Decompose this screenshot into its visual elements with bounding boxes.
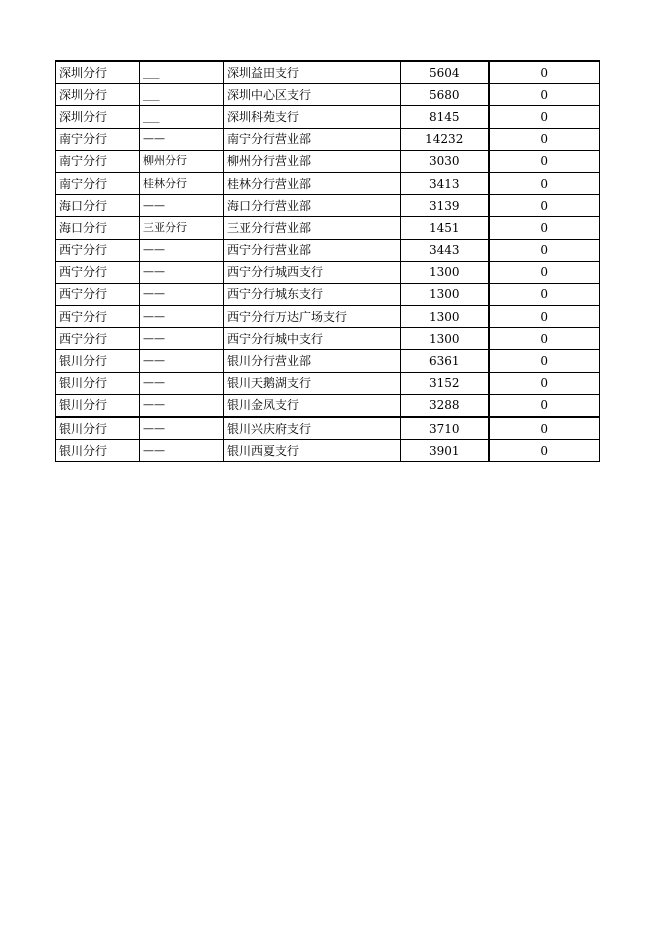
sub-branch-cell: 桂林分行 xyxy=(140,172,224,194)
count-cell: 0 xyxy=(489,306,600,328)
branch-cell: 西宁分行 xyxy=(56,283,140,305)
count-cell: 0 xyxy=(489,350,600,372)
table-row xyxy=(56,84,600,106)
table-row xyxy=(56,239,600,261)
value-cell: 3152 xyxy=(401,372,489,394)
branch-cell: 银川分行 xyxy=(56,350,140,372)
table-body xyxy=(56,61,600,462)
sub-branch-cell: —— xyxy=(140,394,224,417)
count-cell: 0 xyxy=(489,283,600,305)
count-cell: 0 xyxy=(489,84,600,106)
branch-cell: 西宁分行 xyxy=(56,261,140,283)
count-cell: 0 xyxy=(489,328,600,350)
table-row xyxy=(56,172,600,194)
office-name-cell: 银川西夏支行 xyxy=(224,440,401,462)
count-cell: 0 xyxy=(489,217,600,239)
branch-cell: 南宁分行 xyxy=(56,150,140,172)
branch-cell: 海口分行 xyxy=(56,195,140,217)
office-name-cell: 西宁分行城中支行 xyxy=(224,328,401,350)
count-cell: 0 xyxy=(489,172,600,194)
branch-cell: 南宁分行 xyxy=(56,172,140,194)
table-row xyxy=(56,328,600,350)
table-row xyxy=(56,394,600,417)
value-cell: 6361 xyxy=(401,350,489,372)
branch-cell: 银川分行 xyxy=(56,440,140,462)
sub-branch-cell: —— xyxy=(140,372,224,394)
table-row xyxy=(56,283,600,305)
sub-branch-cell: —— xyxy=(140,328,224,350)
office-name-cell: 银川兴庆府支行 xyxy=(224,417,401,440)
sub-branch-cell: —— xyxy=(140,350,224,372)
sub-branch-cell: —— xyxy=(140,195,224,217)
value-cell: 1300 xyxy=(401,261,489,283)
sub-branch-cell: 柳州分行 xyxy=(140,150,224,172)
count-cell: 0 xyxy=(489,128,600,150)
count-cell: 0 xyxy=(489,150,600,172)
office-name-cell: 深圳中心区支行 xyxy=(224,84,401,106)
table-row xyxy=(56,417,600,440)
count-cell: 0 xyxy=(489,372,600,394)
table-row xyxy=(56,106,600,128)
branch-cell: 海口分行 xyxy=(56,217,140,239)
count-cell: 0 xyxy=(489,61,600,84)
branch-cell: 南宁分行 xyxy=(56,128,140,150)
sub-branch-cell: —— xyxy=(140,417,224,440)
branch-cell: 西宁分行 xyxy=(56,306,140,328)
value-cell: 3710 xyxy=(401,417,489,440)
office-name-cell: 南宁分行营业部 xyxy=(224,128,401,150)
office-name-cell: 海口分行营业部 xyxy=(224,195,401,217)
office-name-cell: 三亚分行营业部 xyxy=(224,217,401,239)
table-row xyxy=(56,217,600,239)
table-row xyxy=(56,195,600,217)
table-row xyxy=(56,440,600,462)
branch-cell: 银川分行 xyxy=(56,394,140,417)
sub-branch-cell: 三亚分行 xyxy=(140,217,224,239)
office-name-cell: 桂林分行营业部 xyxy=(224,172,401,194)
value-cell: 3030 xyxy=(401,150,489,172)
table-row xyxy=(56,350,600,372)
count-cell: 0 xyxy=(489,239,600,261)
sub-branch-cell: —— xyxy=(140,306,224,328)
count-cell: 0 xyxy=(489,394,600,417)
office-name-cell: 银川金凤支行 xyxy=(224,394,401,417)
value-cell: 8145 xyxy=(401,106,489,128)
branch-cell: 银川分行 xyxy=(56,417,140,440)
value-cell: 3288 xyxy=(401,394,489,417)
branch-cell: 西宁分行 xyxy=(56,328,140,350)
branch-cell: 深圳分行 xyxy=(56,106,140,128)
office-name-cell: 深圳科苑支行 xyxy=(224,106,401,128)
value-cell: 5680 xyxy=(401,84,489,106)
count-cell: 0 xyxy=(489,106,600,128)
count-cell: 0 xyxy=(489,440,600,462)
sub-branch-cell: ___ xyxy=(140,106,224,128)
office-name-cell: 柳州分行营业部 xyxy=(224,150,401,172)
value-cell: 3139 xyxy=(401,195,489,217)
office-name-cell: 西宁分行城西支行 xyxy=(224,261,401,283)
office-name-cell: 深圳益田支行 xyxy=(224,61,401,84)
sub-branch-cell: —— xyxy=(140,261,224,283)
value-cell: 5604 xyxy=(401,61,489,84)
value-cell: 3443 xyxy=(401,239,489,261)
count-cell: 0 xyxy=(489,261,600,283)
value-cell: 3413 xyxy=(401,172,489,194)
value-cell: 14232 xyxy=(401,128,489,150)
sub-branch-cell: —— xyxy=(140,128,224,150)
value-cell: 3901 xyxy=(401,440,489,462)
count-cell: 0 xyxy=(489,195,600,217)
office-name-cell: 西宁分行万达广场支行 xyxy=(224,306,401,328)
sub-branch-cell: ___ xyxy=(140,61,224,84)
office-name-cell: 西宁分行城东支行 xyxy=(224,283,401,305)
value-cell: 1451 xyxy=(401,217,489,239)
value-cell: 1300 xyxy=(401,306,489,328)
value-cell: 1300 xyxy=(401,328,489,350)
table-row xyxy=(56,372,600,394)
sub-branch-cell: ___ xyxy=(140,84,224,106)
branch-cell: 银川分行 xyxy=(56,372,140,394)
office-name-cell: 银川天鹅湖支行 xyxy=(224,372,401,394)
branch-cell: 深圳分行 xyxy=(56,61,140,84)
office-name-cell: 西宁分行营业部 xyxy=(224,239,401,261)
sub-branch-cell: —— xyxy=(140,283,224,305)
branch-table xyxy=(55,60,600,462)
office-name-cell: 银川分行营业部 xyxy=(224,350,401,372)
table-row xyxy=(56,261,600,283)
branch-cell: 深圳分行 xyxy=(56,84,140,106)
table-row xyxy=(56,306,600,328)
sub-branch-cell: —— xyxy=(140,239,224,261)
count-cell: 0 xyxy=(489,417,600,440)
value-cell: 1300 xyxy=(401,283,489,305)
table-row xyxy=(56,128,600,150)
table-row xyxy=(56,150,600,172)
branch-cell: 西宁分行 xyxy=(56,239,140,261)
table-row xyxy=(56,61,600,84)
sub-branch-cell: —— xyxy=(140,440,224,462)
